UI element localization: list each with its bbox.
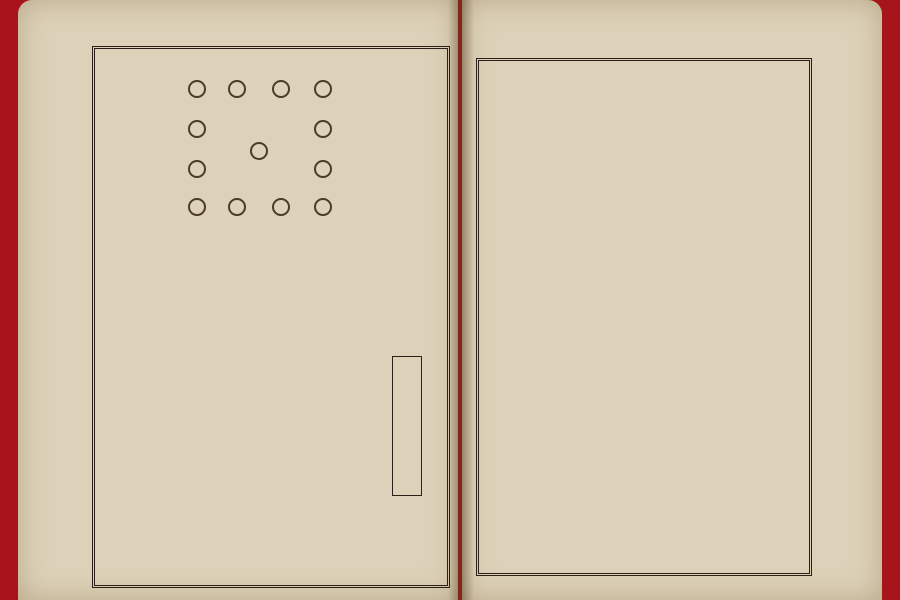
book-gutter	[448, 0, 474, 600]
seal-ornament-icon	[188, 160, 206, 178]
seal-ornament-icon	[314, 80, 332, 98]
seal-ornament-icon	[314, 120, 332, 138]
seal-ornament-icon	[272, 198, 290, 216]
seal-ornament-icon	[272, 80, 290, 98]
text-frame	[476, 58, 812, 576]
seal-center-ornament-icon	[250, 142, 268, 160]
seal-ornament-icon	[188, 198, 206, 216]
price-box	[392, 356, 422, 496]
seal-ornament-icon	[228, 80, 246, 98]
seal-ornament-icon	[314, 198, 332, 216]
seal-ornament-icon	[188, 120, 206, 138]
seal-ornament-icon	[228, 198, 246, 216]
copyright-seal	[188, 80, 338, 216]
seal-ornament-icon	[314, 160, 332, 178]
seal-ornament-icon	[188, 80, 206, 98]
